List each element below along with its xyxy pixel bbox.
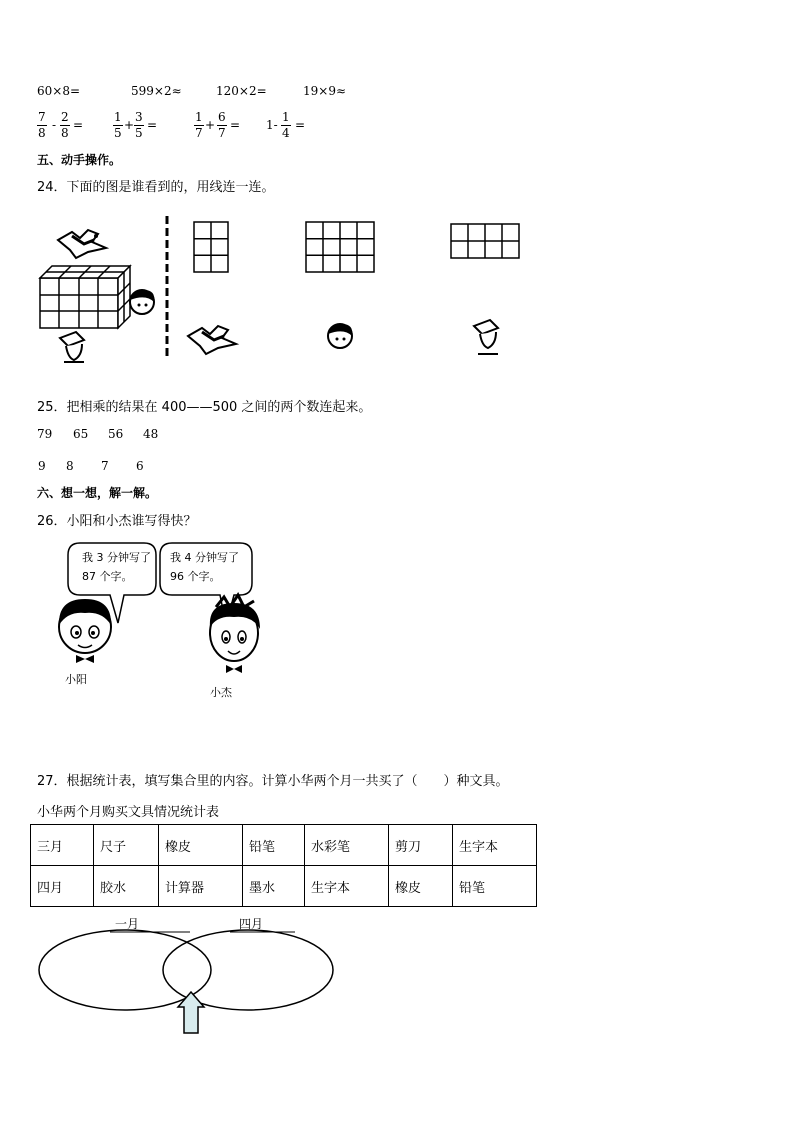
table-cell: 胶水 — [94, 866, 159, 907]
xiaojie-avatar — [210, 595, 260, 673]
venn-diagram — [30, 925, 350, 1040]
fraction-numerator: 7 — [38, 110, 46, 124]
girl-icon — [130, 290, 154, 314]
question-26: 26．小阳和小杰谁写得快？ — [37, 514, 197, 529]
fraction-numerator: 1 — [195, 110, 203, 124]
up-arrow-icon — [178, 992, 204, 1033]
bubble-1-line-1: 我 3 分钟写了 — [82, 551, 151, 564]
question-25: 25．把相乘的结果在 400——500 之间的两个数连起来。 — [37, 400, 372, 415]
table-cell: 剪刀 — [389, 825, 453, 866]
fraction-prefix: 1- — [266, 118, 278, 132]
fraction-denominator: 5 — [135, 126, 143, 140]
view-grid-1 — [194, 222, 228, 272]
q25-number: 6 — [136, 459, 144, 473]
calc-item-3: 120×2= — [216, 84, 267, 98]
view-grid-3 — [451, 224, 519, 258]
fraction-equals: = — [147, 118, 158, 132]
fraction-denominator: 8 — [38, 126, 46, 140]
girl-icon — [328, 324, 352, 348]
fraction-equals: = — [295, 118, 306, 132]
q25-number: 8 — [66, 459, 74, 473]
boy-with-hat-icon — [60, 332, 84, 362]
table-cell: 计算器 — [159, 866, 243, 907]
fraction-operator: + — [205, 118, 216, 132]
name-xiaojie: 小杰 — [210, 686, 232, 699]
name-xiaoyang: 小阳 — [65, 673, 87, 686]
calc-item-1: 60×8= — [37, 84, 81, 98]
table-cell: 生字本 — [453, 825, 537, 866]
calc-item-4: 19×9≈ — [303, 84, 347, 98]
q25-number: 7 — [101, 459, 109, 473]
bubble-2-line-1: 我 4 分钟写了 — [170, 551, 239, 564]
q25-number: 65 — [73, 427, 89, 441]
table-cell: 橡皮 — [159, 825, 243, 866]
bubble-2-line-2: 96 个字。 — [170, 570, 221, 583]
table-row — [31, 866, 537, 907]
table-cell: 生字本 — [305, 866, 389, 907]
question-27: 27．根据统计表，填写集合里的内容。计算小华两个月一共买了（ ）种文具。 — [37, 774, 509, 789]
fraction-denominator: 5 — [114, 126, 122, 140]
view-grid-2 — [306, 222, 374, 272]
fraction-numerator: 3 — [135, 110, 143, 124]
q25-number: 56 — [108, 427, 124, 441]
fraction-denominator: 7 — [195, 126, 203, 140]
table-cell: 橡皮 — [389, 866, 453, 907]
bird-icon — [188, 326, 236, 354]
table-row — [31, 825, 537, 866]
table-cell: 水彩笔 — [305, 825, 389, 866]
venn-label-right: 四月 — [239, 917, 264, 931]
table-cell: 墨水 — [243, 866, 305, 907]
table-title: 小华两个月购买文具情况统计表 — [37, 805, 220, 820]
views-illustration — [30, 210, 550, 370]
section-heading-5: 五、动手操作。 — [37, 153, 122, 167]
question-24: 24．下面的图是谁看到的，用线连一连。 — [37, 180, 275, 195]
fraction-denominator: 7 — [218, 126, 226, 140]
section-heading-6: 六、想一想，解一解。 — [37, 486, 158, 500]
table-cell: 铅笔 — [453, 866, 537, 907]
table-cell: 四月 — [31, 866, 94, 907]
table-cell: 尺子 — [94, 825, 159, 866]
q25-number: 9 — [38, 459, 46, 473]
fraction-numerator: 1 — [282, 110, 290, 124]
cube-stack — [40, 266, 130, 328]
fraction-operator: - — [52, 118, 57, 132]
bubble-1-line-2: 87 个字。 — [82, 570, 133, 583]
table-cell: 铅笔 — [243, 825, 305, 866]
fraction-numerator: 1 — [114, 110, 122, 124]
stationery-table — [30, 824, 537, 907]
fraction-denominator: 4 — [282, 126, 290, 140]
bird-icon — [58, 230, 106, 258]
fraction-equals: = — [230, 118, 241, 132]
fraction-numerator: 6 — [218, 110, 226, 124]
fraction-numerator: 2 — [61, 110, 69, 124]
table-cell: 三月 — [31, 825, 94, 866]
q25-number: 48 — [143, 427, 159, 441]
xiaoyang-avatar — [59, 599, 111, 663]
calc-item-2: 599×2≈ — [131, 84, 182, 98]
boy-with-hat-icon — [474, 320, 498, 354]
fraction-denominator: 8 — [61, 126, 69, 140]
fraction-equals: = — [73, 118, 84, 132]
venn-label-left: 一月 — [115, 917, 140, 931]
q25-number: 79 — [37, 427, 53, 441]
fraction-operator: + — [124, 118, 135, 132]
